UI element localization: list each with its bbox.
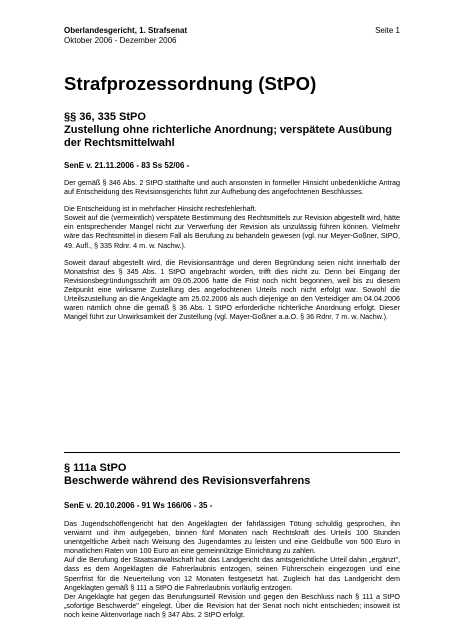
section-heading [64,462,400,488]
paragraph: Der Angeklagte hat gegen das Berufungsurteil Revision und gegen den Beschluss nach § 111 a StPO „sofortige Beschwerde" eingelegt. Über die Revision hat der Senat noch nicht entschieden; insoweit ist noch keine Aktenvorlage nach § 347 Abs. 2 StPO erfolgt. [64,591,400,619]
section-norm: §§ 36, 335 StPO [64,111,146,123]
paragraph: Soweit darauf abgestellt wird, die Revisionsanträge und deren Begründung seien nicht innerhalb der Monatsfrist des § 345 Abs. 1 StPO angebracht worden, trifft dies nicht zu. Denn bei Eingang der Revisionsbegründungsschrift am 09.05.2006 hatte die Frist noch nicht begonnen, weil bis zu diesem Zeitpunkt eine wirksame Zustellung des angefochtenen Urteils noch nicht erfolgt war. Sowohl die Urteilszustellung an die Angeklagte am 25.02.2006 als auch diejenige an den Verteidiger am 04.04.2006 waren nämlich ohne die gemäß § 36 Abs. 1 StPO erforderliche richterliche Anordnung erfolgt. Dieser Mangel führt zur Unwirksamkeit der Zustellung (vgl. Mayer-Goßner a.a.O. § 36 Rdnr. 7 m. w. Nachw.). [64,257,400,322]
court-name: Oberlandesgericht, 1. Strafsenat [64,26,188,35]
paragraph: Auf die Berufung der Staatsanwaltschaft hat das Landgericht das amtsgerichtliche Urteil dahin „ergänzt", dass es dem Angeklagten die Fahrerlaubnis entzogen, seinen Führerschein eingezogen und eine Sperrfrist für die Neuerteilung von 12 Monaten festgesetzt hat. Zugleich hat das Landgericht dem Angeklagten gemäß § 111 a StPO die Fahrerlaubnis vorläufig entzogen. [64,555,400,592]
section-heading [64,111,400,150]
paragraph: Die Entscheidung ist in mehrfacher Hinsicht rechtsfehlerhaft. [64,204,257,214]
section-111a [64,462,400,619]
document-title: Strafprozessordnung (StPO) [64,73,317,94]
page-number: Seite 1 [375,26,400,35]
page-header-row [64,26,400,36]
paragraph: Soweit auf die (vermeintlich) verspätete Bestimmung des Rechtsmittels zur Revision abgestellt wird, hätte ein entsprechender Mangel nicht zur Verwerfung der Revision als unzulässig führen können. Vielmehr wäre das Rechtsmittel in diesem Fall als Berufung zu behandeln gewesen (vgl. nur Meyer-Goßner, StPO, 49. Aufl., § 335 Rdnr. 4 m. w. Nachw.). [64,213,400,250]
section-divider [64,452,400,453]
paragraph: Das Jugendschöffengericht hat den Angeklagten der fahrlässigen Tötung schuldig gesprochen, ihn verwarnt und ihm aufgegeben, binnen fünf Monaten nach Rechtskraft des Urteils 100 Stunden unentgeltliche Arbeit nach Weisung des Jugendamtes zu leisten und eine Geldbuße von 500 Euro in monatlichen Raten von 100 Euro an eine gemeinnützige Einrichtung zu zahlen. [64,519,400,556]
decision-reference: SenE v. 21.11.2006 - 83 Ss 52/06 - [64,161,190,170]
period: Oktober 2006 - Dezember 2006 [64,36,177,45]
section-norm: § 111a StPO [64,462,127,474]
section-subject: Zustellung ohne richterliche Anordnung; verspätete Ausübung der Rechtsmittelwahl [64,124,392,149]
page-header [64,26,400,46]
paragraph: Der gemäß § 346 Abs. 2 StPO statthafte und auch ansonsten in formeller Hinsicht unbedenkliche Antrag auf Entscheidung des Revisionsgerichts führt zur Aufhebung des angefochtenen Beschlusses. [64,178,400,197]
decision-reference: SenE v. 20.10.2006 - 91 Ws 166/06 - 35 - [64,501,213,510]
section-subject: Beschwerde während des Revisionsverfahrens [64,475,311,487]
section-36-335 [64,111,400,329]
